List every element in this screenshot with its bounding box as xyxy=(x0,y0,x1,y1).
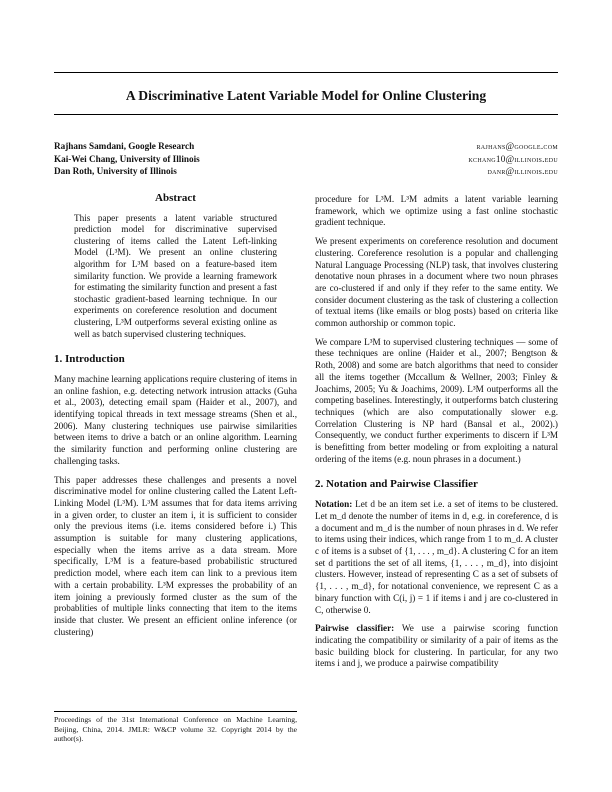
proceedings-footnote: Proceedings of the 31st International Conference on Machine Learning, Beijing, China, 2014. JMLR: W&CP volume 32. Copyright 2014 by the author(s). xyxy=(54,711,297,744)
author-email: danr@illinois.edu xyxy=(487,166,558,177)
pairwise-body: We use a pairwise scoring function indicating the compatibility or similarity of a pair of items as the basic building block for clustering. In particular, for any two items i and j, we produce a pairwise compatibility xyxy=(315,623,558,669)
notation-paragraph xyxy=(315,499,558,616)
author-row xyxy=(54,153,558,166)
title-rule-top xyxy=(54,72,558,73)
notation-lead: Notation: xyxy=(315,499,353,510)
right-column xyxy=(315,194,558,677)
author-row xyxy=(54,140,558,153)
intro-heading: 1. Introduction xyxy=(54,353,125,366)
paper-title: A Discriminative Latent Variable Model for Online Clustering xyxy=(125,88,487,103)
author-block xyxy=(54,140,558,178)
author-email: kchang10@illinois.edu xyxy=(468,153,558,164)
left-column xyxy=(54,190,297,645)
author-row xyxy=(54,165,558,178)
right-paragraph-1: procedure for L³M. L³M admits a latent variable learning framework, which we optimize using a fast online stochastic gradient technique. xyxy=(315,194,558,228)
pairwise-paragraph xyxy=(315,623,558,670)
right-paragraph-3: We compare L³M to supervised clustering techniques — some of these techniques are online (Haider et al., 2007; Bengtson & Roth, 2008) and some are batch algorithms that need to consider all the items together (Mccallum & Wellner, 2003; Finley & Joachims, 2005; Yu & Joachims, 2009). L³M outperforms all the competing baselines. Interestingly, it outperforms batch clustering techniques (which are also computationally slower e.g. Correlation Clustering is NP hard (Bansal et al., 2002).) Consequently, we conduct further experiments to discern if L³M is benefitting from better modeling or from exploiting a natural ordering of the items (e.g. noun phrases in a document.) xyxy=(315,336,558,464)
abstract-body: This paper presents a latent variable structured prediction model for discriminative supervised clustering of items called the Latent Left-linking Model (L³M). We present an online clustering algorithm for L³M based on a feature-based item similarity function. We provide a learning framework for estimating the similarity function and present a fast stochastic gradient-based learning technique. In our experiments on coreference resolution and document clustering, L³M outperforms several existing online as well as batch supervised clustering techniques. xyxy=(74,212,277,339)
abstract-heading: Abstract xyxy=(155,192,196,204)
author-name: Rajhans Samdani, Google Research xyxy=(54,141,195,151)
notation-body: Let d be an item set i.e. a set of items to be clustered. Let m_d denote the number of items in d, e.g. in coreference, d is a document and m_d is the number of noun phrases in d. We refer to items using their indices, which range from 1 to m_d. A cluster c of items is a subset of {1, . . . , m_d}. A clustering C for an item set d partitions the set of all items, {1, . . . , m_d}, into disjoint clusters. However, instead of representing C as a set of subsets of {1, . . . , m_d}, for notational convenience, we represent C as a binary function with C(i, j) = 1 if items i and j are co-clustered in C, otherwise 0. xyxy=(315,499,558,615)
right-paragraph-2: We present experiments on coreference resolution and document clustering. Coreference resolution is a popular and challenging Natural Language Processing (NLP) task, that involves clustering denotative noun phrases in a document where two noun phrases are co-clustered if and only if they refer to the same entity. We consider document clustering as the task of clustering a collection of textual items (like emails or blog posts) based on criteria like common authorship or common topic. xyxy=(315,236,558,329)
author-name: Dan Roth, University of Illinois xyxy=(54,166,177,177)
author-name: Kai-Wei Chang, University of Illinois xyxy=(54,153,200,164)
intro-paragraph-2: This paper addresses these challenges and presents a novel discriminative model for online clustering called the Latent Left-Linking Model (L³M). L³M assumes that for data items arriving in a given order, to cluster an item i, it is sufficient to consider only the previous items (i.e. items considered before i.) This assumption is suitable for many clustering applications, especially when the items arrive as a data stream. More specifically, L³M is a feature-based probabilistic structured prediction model, where each item can link to a previous item with a certain probability. L³M expresses the probability of an item joining a previously formed cluster as the sum of the probablities of multiple links connecting that item to the items inside that cluster. We present an efficient online inference (or clustering) xyxy=(54,474,297,637)
author-email: rajhans@google.com xyxy=(476,141,558,151)
pairwise-lead: Pairwise classifier: xyxy=(315,623,395,634)
title-rule-bottom xyxy=(54,114,558,115)
intro-paragraph-1: Many machine learning applications require clustering of items in an online fashion, e.g. detecting network intrusion attacks (Guha et al., 2003), detecting email spam (Haider et al., 2007), and identifying topical threads in text message streams (Shen et al., 2006). Many clustering techniques use pairwise similarities between items to drive a batch or an online algorithm. Learning the similarity function and performing online clustering are challenging tasks. xyxy=(54,373,297,466)
section-2-heading: 2. Notation and Pairwise Classifier xyxy=(315,478,478,491)
